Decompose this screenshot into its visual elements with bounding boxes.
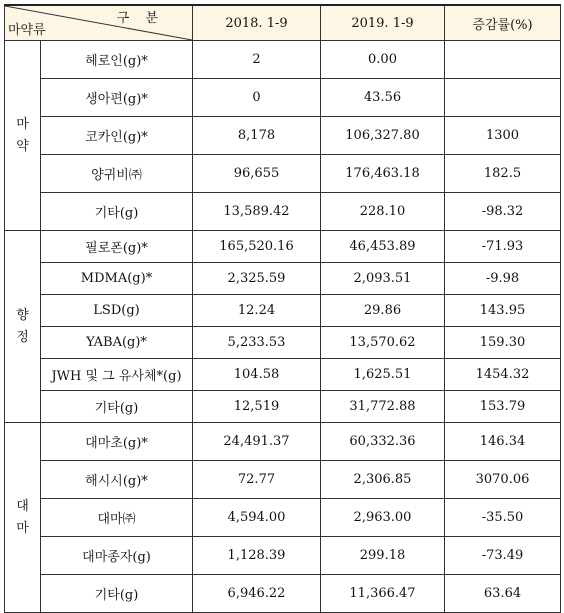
change-rate-cell: 153.79: [445, 391, 561, 423]
item-name-cell: 해시시(g)*: [41, 461, 193, 499]
value-2019-cell: 1,625.51: [321, 359, 445, 391]
change-rate-cell: 146.34: [445, 423, 561, 461]
category-cell: [5, 423, 41, 613]
value-2018-cell: 4,594.00: [193, 499, 321, 537]
change-rate-cell: 159.30: [445, 327, 561, 359]
change-rate-cell: 1300: [445, 117, 561, 155]
item-name-cell: LSD(g): [41, 295, 193, 327]
header-drug-type-label: 마약류: [8, 23, 46, 38]
table-row: [5, 499, 561, 537]
value-2019-cell: 228.10: [321, 193, 445, 231]
table-row: [5, 193, 561, 231]
value-2018-cell: 24,491.37: [193, 423, 321, 461]
value-2019-cell: 43.56: [321, 79, 445, 117]
item-name-cell: 대마초(g)*: [41, 423, 193, 461]
table-row: [5, 359, 561, 391]
change-rate-cell: 143.95: [445, 295, 561, 327]
item-name-cell: 기타(g): [41, 575, 193, 613]
value-2019-cell: 2,963.00: [321, 499, 445, 537]
table-row: [5, 537, 561, 575]
value-2018-cell: 13,589.42: [193, 193, 321, 231]
value-2019-cell: 11,366.47: [321, 575, 445, 613]
header-2018: 2018. 1-9: [193, 5, 321, 41]
header-change-rate: 증감률(%): [445, 5, 561, 41]
item-name-cell: 기타(g): [41, 193, 193, 231]
table-row: [5, 327, 561, 359]
category-char: 향: [16, 307, 29, 323]
value-2018-cell: 8,178: [193, 117, 321, 155]
category-cell: [5, 231, 41, 423]
value-2018-cell: 96,655: [193, 155, 321, 193]
table-row: [5, 79, 561, 117]
table-row: [5, 575, 561, 613]
value-2019-cell: 46,453.89: [321, 231, 445, 263]
item-name-cell: 코카인(g)*: [41, 117, 193, 155]
table-row: [5, 263, 561, 295]
value-2019-cell: 29.86: [321, 295, 445, 327]
header-2019: 2019. 1-9: [321, 5, 445, 41]
category-char: 마: [16, 520, 29, 536]
value-2019-cell: 60,332.36: [321, 423, 445, 461]
value-2019-cell: 299.18: [321, 537, 445, 575]
value-2018-cell: 2: [193, 41, 321, 79]
table-row: [5, 155, 561, 193]
value-2019-cell: 176,463.18: [321, 155, 445, 193]
change-rate-cell: 1454.32: [445, 359, 561, 391]
item-name-cell: 필로폰(g)*: [41, 231, 193, 263]
change-rate-cell: -9.98: [445, 263, 561, 295]
change-rate-cell: 3070.06: [445, 461, 561, 499]
diagonal-header-cell: [5, 5, 193, 41]
item-name-cell: 대마종자(g): [41, 537, 193, 575]
value-2018-cell: 5,233.53: [193, 327, 321, 359]
table-row: [5, 423, 561, 461]
item-name-cell: 대마㈜: [41, 499, 193, 537]
value-2019-cell: 106,327.80: [321, 117, 445, 155]
value-2018-cell: 6,946.22: [193, 575, 321, 613]
change-rate-cell: -98.32: [445, 193, 561, 231]
value-2018-cell: 72.77: [193, 461, 321, 499]
change-rate-cell: -71.93: [445, 231, 561, 263]
value-2018-cell: 104.58: [193, 359, 321, 391]
table-row: [5, 117, 561, 155]
value-2018-cell: 2,325.59: [193, 263, 321, 295]
drug-seizure-table: [4, 4, 561, 613]
value-2018-cell: 1,128.39: [193, 537, 321, 575]
value-2019-cell: 2,093.51: [321, 263, 445, 295]
category-char: 대: [16, 498, 29, 514]
change-rate-cell: -73.49: [445, 537, 561, 575]
header-classification-label: 구 분: [116, 11, 164, 26]
table-row: [5, 461, 561, 499]
change-rate-cell: [445, 41, 561, 79]
table-row: [5, 295, 561, 327]
item-name-cell: MDMA(g)*: [41, 263, 193, 295]
value-2019-cell: 0.00: [321, 41, 445, 79]
item-name-cell: JWH 및 그 유사체*(g): [41, 359, 193, 391]
value-2019-cell: 2,306.85: [321, 461, 445, 499]
change-rate-cell: -35.50: [445, 499, 561, 537]
category-char: 마: [16, 116, 29, 132]
table-row: [5, 391, 561, 423]
change-rate-cell: 63.64: [445, 575, 561, 613]
category-char: 정: [16, 329, 29, 345]
value-2018-cell: 0: [193, 79, 321, 117]
table-row: [5, 41, 561, 79]
item-name-cell: 헤로인(g)*: [41, 41, 193, 79]
value-2019-cell: 31,772.88: [321, 391, 445, 423]
change-rate-cell: 182.5: [445, 155, 561, 193]
item-name-cell: 양귀비㈜: [41, 155, 193, 193]
category-char: 약: [16, 138, 29, 154]
value-2019-cell: 13,570.62: [321, 327, 445, 359]
value-2018-cell: 165,520.16: [193, 231, 321, 263]
item-name-cell: YABA(g)*: [41, 327, 193, 359]
table-row: [5, 231, 561, 263]
value-2018-cell: 12,519: [193, 391, 321, 423]
category-cell: [5, 41, 41, 231]
item-name-cell: 기타(g): [41, 391, 193, 423]
value-2018-cell: 12.24: [193, 295, 321, 327]
item-name-cell: 생아편(g)*: [41, 79, 193, 117]
change-rate-cell: [445, 79, 561, 117]
